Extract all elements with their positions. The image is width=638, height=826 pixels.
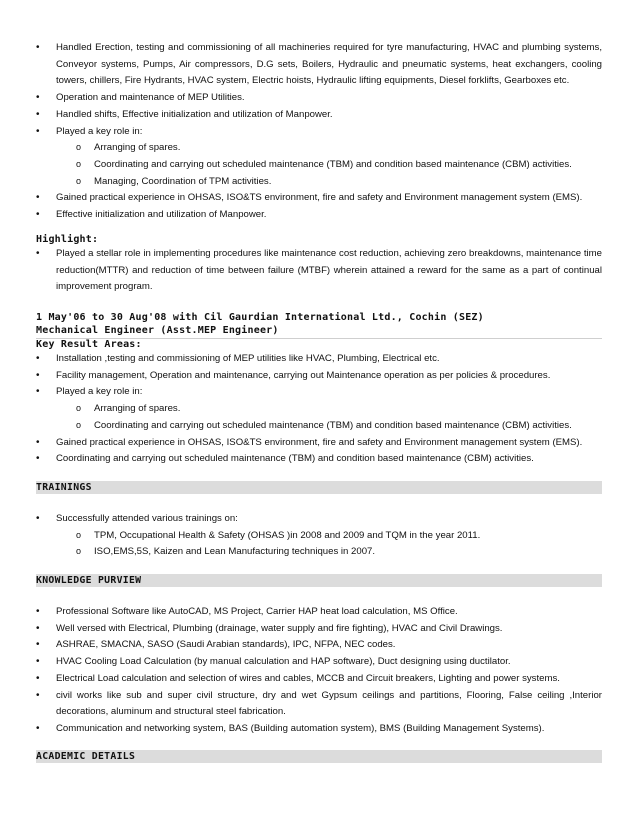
trainings-heading: TRAININGS: [36, 482, 92, 493]
responsibilities-list: [36, 40, 602, 224]
job-dates-employer: 1 May'06 to 30 Aug'08 with Cil Gaurdian International Ltd., Cochin (SEZ): [36, 312, 484, 323]
list-item: • Handled shifts, Effective initialization and utilization of Manpower.: [36, 107, 602, 124]
list-item: • Facility management, Operation and maintenance, carrying out Maintenance operation as per policies & procedures.: [36, 368, 602, 385]
highlight-heading: Highlight:: [36, 234, 99, 245]
list-item: • Effective initialization and utilization of Manpower.: [36, 207, 602, 224]
list-item: • Gained practical experience in OHSAS, ISO&TS environment, fire and safety and Environment management system (EMS).: [36, 190, 602, 207]
list-item: • Played a key role in:: [36, 124, 602, 141]
list-item: • Coordinating and carrying out scheduled maintenance (TBM) and condition based maintenance (CBM) activities.: [36, 451, 602, 468]
sub-list-item: o Arranging of spares.: [36, 140, 602, 157]
list-item: • Professional Software like AutoCAD, MS Project, Carrier HAP heat load calculation, MS Office.: [36, 604, 602, 621]
sub-list-item: o Coordinating and carrying out scheduled maintenance (TBM) and condition based maintenance (CBM) activities.: [36, 418, 602, 435]
knowledge-list: [36, 604, 602, 738]
key-result-areas-heading: Key Result Areas:: [36, 339, 142, 350]
knowledge-section-bar: [36, 574, 602, 587]
list-item: • ASHRAE, SMACNA, SASO (Saudi Arabian standards), IPC, NFPA, NEC codes.: [36, 637, 602, 654]
highlight-list: [36, 246, 602, 296]
sub-list-item: o TPM, Occupational Health & Safety (OHSAS )in 2008 and 2009 and TQM in the year 2011.: [36, 528, 602, 545]
list-item: • Gained practical experience in OHSAS, ISO&TS environment, fire and safety and Environment management system (EMS).: [36, 435, 602, 452]
list-item: • Handled Erection, testing and commissioning of all machineries required for tyre manufacturing, HVAC and plumbing systems, Conveyor systems, Pumps, Air compressors, D.G sets, Boilers, Hydraulic and pneumatic systems, heat exchangers, cooling towers, chillers, Fire Hydrants, HVAC system, Electric hoists, Hydraulic lifting equipments, Diesel forklifts, Gearboxes etc.: [36, 40, 602, 90]
list-item: • Communication and networking system, BAS (Building automation system), BMS (Building Management Systems).: [36, 721, 602, 738]
list-item: • civil works like sub and super civil structure, dry and wet Gypsum ceilings and partitions, Flooring, False ceiling ,Interior decorations, aluminum and structural steel fabrication.: [36, 688, 602, 721]
list-item: • Electrical Load calculation and selection of wires and cables, MCCB and Circuit breakers, Lighting and power systems.: [36, 671, 602, 688]
list-item: • Played a key role in:: [36, 384, 602, 401]
list-item: • Successfully attended various trainings on:: [36, 511, 602, 528]
list-item: • Well versed with Electrical, Plumbing (drainage, water supply and fire fighting), HVAC and Civil Drawings.: [36, 621, 602, 638]
sub-list-item: o Managing, Coordination of TPM activities.: [36, 174, 602, 191]
job-title: Mechanical Engineer (Asst.MEP Engineer): [36, 325, 279, 336]
knowledge-heading: KNOWLEDGE PURVIEW: [36, 575, 142, 586]
academic-heading: ACADEMIC DETAILS: [36, 751, 136, 762]
sub-list-item: o ISO,EMS,5S, Kaizen and Lean Manufacturing techniques in 2007.: [36, 544, 602, 561]
sub-list-item: o Arranging of spares.: [36, 401, 602, 418]
list-item: • Operation and maintenance of MEP Utilities.: [36, 90, 602, 107]
trainings-section-bar: [36, 481, 602, 494]
trainings-list: [36, 511, 602, 561]
key-result-areas-list: [36, 351, 602, 468]
list-item: • Installation ,testing and commissioning of MEP utilities like HVAC, Plumbing, Electrical etc.: [36, 351, 602, 368]
list-item: • HVAC Cooling Load Calculation (by manual calculation and HAP software), Duct designing using ductilator.: [36, 654, 602, 671]
list-item: • Played a stellar role in implementing procedures like maintenance cost reduction, achieving zero breakdowns, maintenance time reduction(MTTR) and reduction of time between failure (MTBF) wherein attained a reward for the same as a part of continual improvement program.: [36, 246, 602, 296]
sub-list-item: o Coordinating and carrying out scheduled maintenance (TBM) and condition based maintenance (CBM) activities.: [36, 157, 602, 174]
academic-section-bar: [36, 750, 602, 763]
